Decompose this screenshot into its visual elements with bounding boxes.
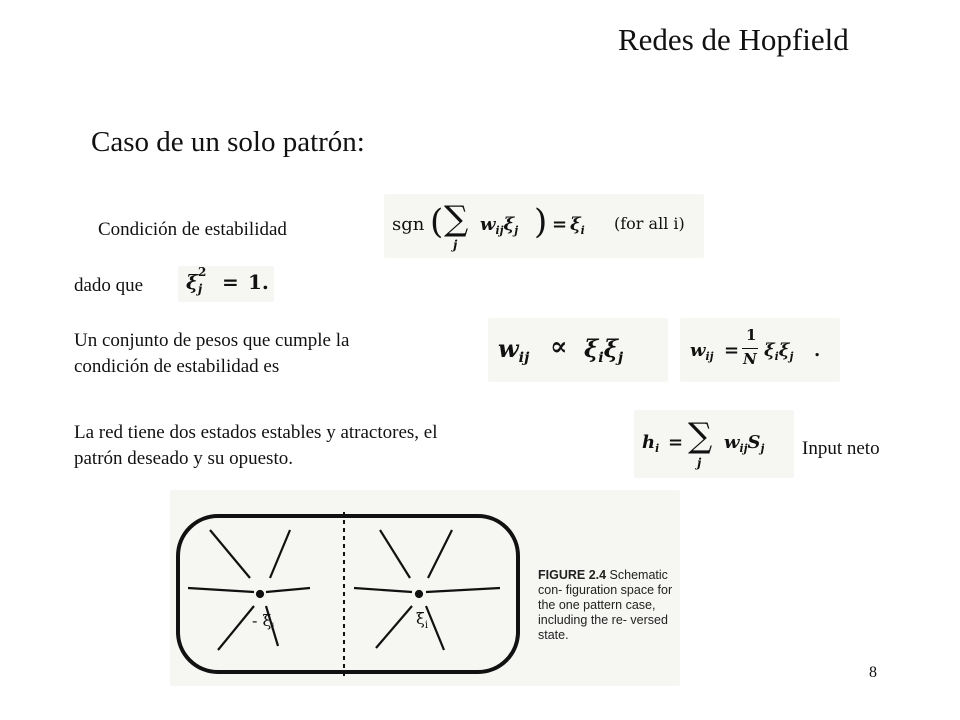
minus-xi-label: - $\xi_i$ [252,611,275,633]
configuration-space-diagram [170,490,540,686]
right-paren: ) [534,202,548,242]
sum-index: j [453,238,458,252]
page-number: 8 [869,664,877,681]
given-label: dado que [74,275,144,296]
net-input-label: Input neto [802,438,880,459]
attractor-right [354,530,500,650]
net-input-equation: $h_i$ = ∑ j $w_{ij}S_j$ [634,410,794,478]
figure-caption: FIGURE 2.4 Schematic con- figuration space for the one pattern case, including the re- versed state. [538,568,673,642]
hebb-proportional-equation: $w_{ij}$ ∝ $\xi_i\xi_j$ [488,318,668,382]
stability-term: $w_{ij}\xi_j$ [480,214,519,237]
attractor-left [188,530,310,650]
sum-symbol: ∑ [444,199,469,239]
hebb-rule-equation: $w_{ij}$ = 1 N $\xi_i\xi_j$ . [680,318,840,382]
stability-label: Condición de estabilidad [98,219,287,240]
stability-equation [384,194,704,258]
xi-label: $\xi_i$ [416,609,429,631]
sgn-text: sgn [392,214,425,235]
given-equation: $\xi_j$ 2 = 1. [178,266,274,302]
condition-text: (for all i) [614,214,685,233]
equals-sign: = [552,214,568,235]
configuration-space-border [178,516,518,672]
page-title: Redes de Hopfield [618,22,849,57]
weights-text: Un conjunto de pesos que cumple la condición de estabilidad es [74,330,350,377]
attractors-text: La red tiene dos estados estables y atractores, el patrón deseado y su opuesto. [74,422,438,469]
stability-rhs: $\xi_i$ [570,214,585,237]
left-paren: ( [430,202,444,242]
section-heading: Caso de un solo patrón: [91,126,365,158]
